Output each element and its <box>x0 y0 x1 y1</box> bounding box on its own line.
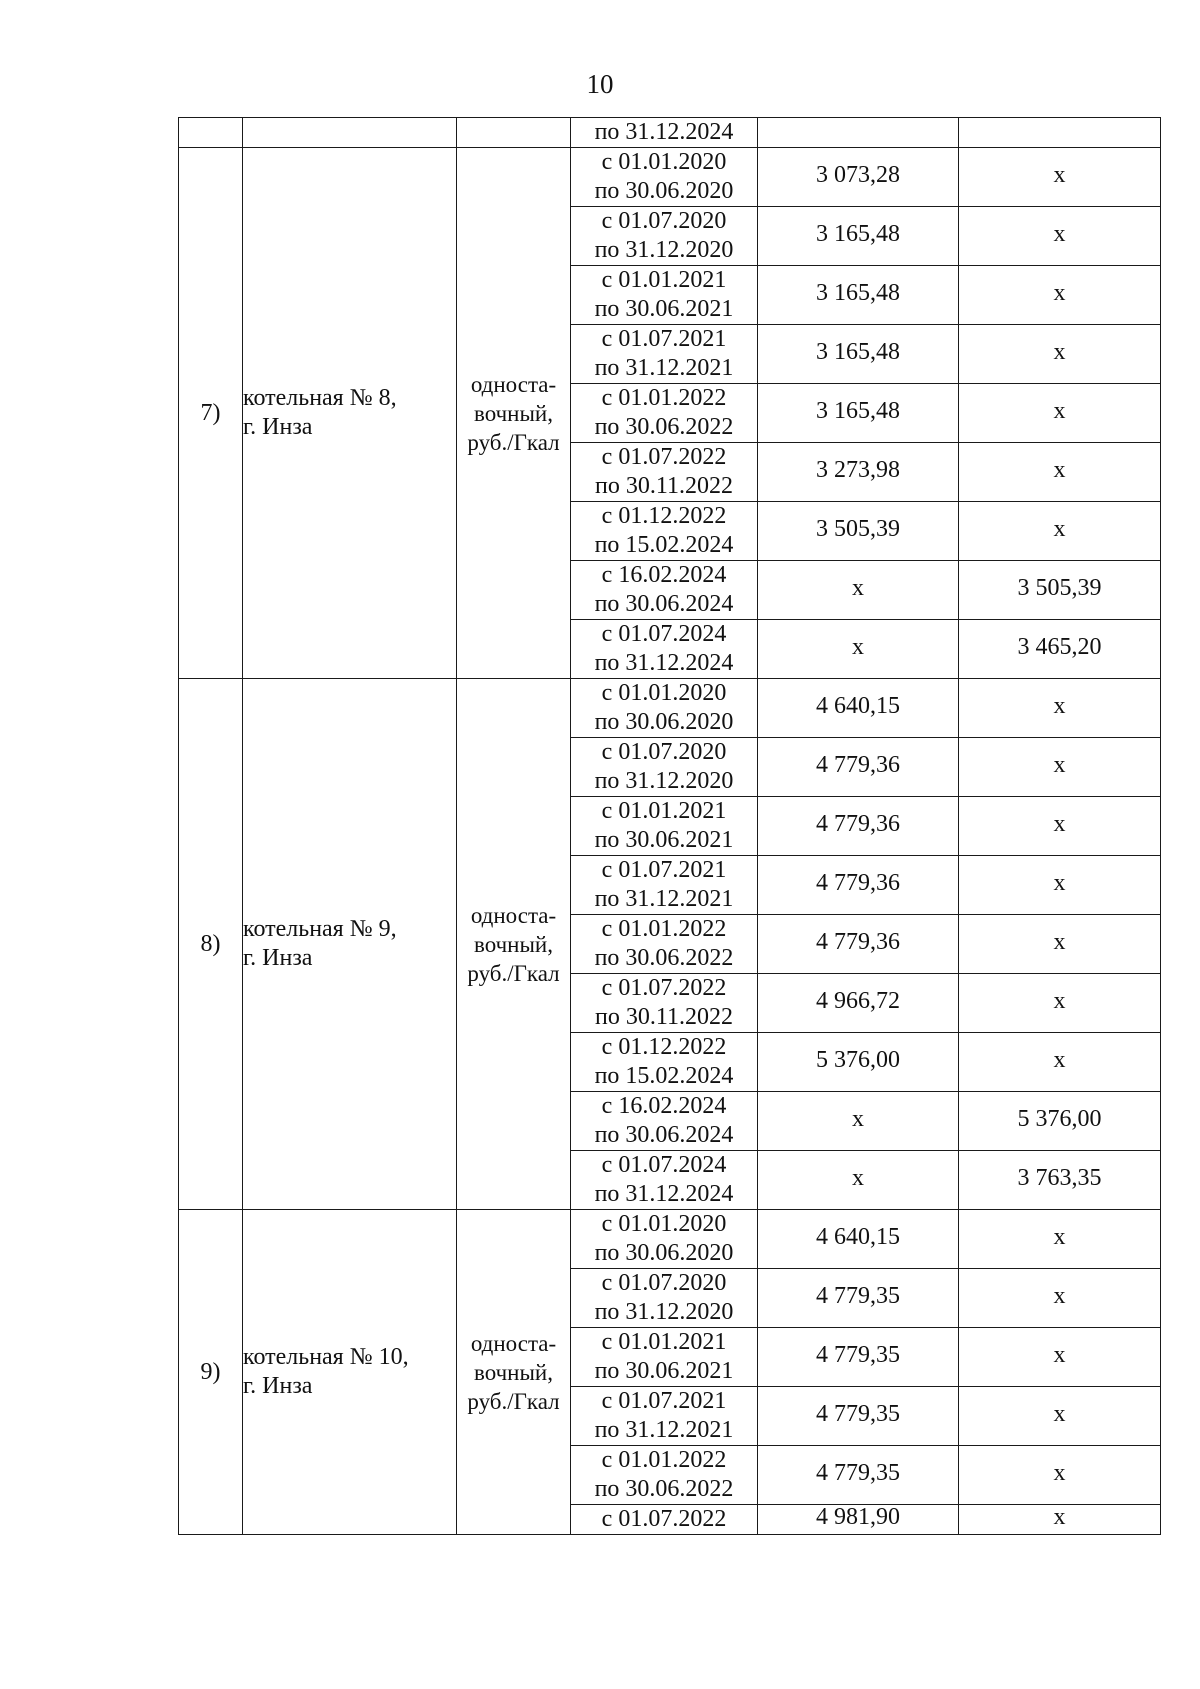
tariff-value-alt-cell <box>959 325 1161 384</box>
tariff-type-line: односта- <box>470 1330 557 1356</box>
period-cell <box>571 561 758 620</box>
tariff-value: х <box>852 633 864 660</box>
tariff-value: 3 165,48 <box>816 338 900 365</box>
tariff-type-line: руб./Гкал <box>467 960 560 986</box>
period-cell <box>571 1210 758 1269</box>
period-to: по 30.06.2024 <box>594 591 734 617</box>
tariff-value-alt-cell <box>959 118 1161 148</box>
boiler-name-line: котельная № 8, <box>243 385 397 411</box>
period-from: с 01.07.2024 <box>601 1152 727 1178</box>
tariff-value-alt-cell <box>959 915 1161 974</box>
tariff-value-alt: 5 376,00 <box>1017 1105 1102 1132</box>
period-to: по 30.06.2020 <box>594 1240 734 1266</box>
period-to: по 30.06.2020 <box>594 178 734 204</box>
page-number: 10 <box>586 69 614 99</box>
tariff-value-cell <box>758 207 959 266</box>
tariff-value-alt-cell <box>959 1151 1161 1210</box>
row-number-cell <box>179 1210 243 1535</box>
tariff-value-alt-cell <box>959 148 1161 207</box>
tariff-value-alt: х <box>1053 279 1066 306</box>
period-cell <box>571 974 758 1033</box>
period-to: по 30.06.2021 <box>594 296 734 322</box>
row-number: 9) <box>200 1358 221 1385</box>
period-cell <box>571 1092 758 1151</box>
period-to: по 31.12.2021 <box>594 1417 734 1443</box>
period-cell <box>571 856 758 915</box>
period-to: по 30.06.2022 <box>594 945 734 971</box>
boiler-name-cell <box>243 1210 457 1535</box>
tariff-type-line: вочный, <box>474 931 553 957</box>
tariff-value-alt: х <box>1053 220 1066 247</box>
tariff-value: 3 165,48 <box>816 220 900 247</box>
row-number-cell <box>179 118 243 148</box>
period-to: по 30.11.2022 <box>595 473 733 499</box>
period-cell <box>571 1387 758 1446</box>
tariff-value-alt: х <box>1053 869 1066 896</box>
period-from: с 01.07.2021 <box>601 326 727 352</box>
period-to: по 31.12.2024 <box>594 1181 734 1207</box>
tariff-value: 4 779,35 <box>816 1459 900 1486</box>
boiler-name-line: г. Инза <box>243 414 313 440</box>
boiler-name-line: котельная № 10, <box>243 1344 409 1370</box>
period-to: по 31.12.2020 <box>594 1299 734 1325</box>
period-cell <box>571 797 758 856</box>
tariff-value: 4 779,35 <box>816 1341 900 1368</box>
tariff-value-alt: х <box>1053 810 1066 837</box>
tariff-value-alt-cell <box>959 738 1161 797</box>
period-to: по 31.12.2021 <box>594 355 734 381</box>
period-from: с 01.01.2022 <box>601 916 727 942</box>
period-cell <box>571 738 758 797</box>
tariff-value: 5 376,00 <box>816 1046 900 1073</box>
tariff-type-cell <box>457 148 571 679</box>
tariff-value: 4 640,15 <box>816 1223 900 1250</box>
tariff-value-cell <box>758 1387 959 1446</box>
tariff-value-cell <box>758 797 959 856</box>
tariff-value-alt: х <box>1053 692 1066 719</box>
tariff-value-alt-cell <box>959 1092 1161 1151</box>
tariff-value-cell <box>758 1033 959 1092</box>
period-from: с 01.07.2021 <box>601 1388 727 1414</box>
tariff-value-cell <box>758 1446 959 1505</box>
tariff-value-alt-cell <box>959 620 1161 679</box>
tariff-type-line: односта- <box>470 371 557 397</box>
boiler-name-cell <box>243 118 457 148</box>
tariff-value: 4 779,35 <box>816 1282 900 1309</box>
table-row <box>179 118 1161 148</box>
tariff-type-line: вочный, <box>474 1359 553 1385</box>
period-cell <box>571 384 758 443</box>
tariff-value: 4 779,36 <box>816 928 900 955</box>
period-from: с 01.12.2022 <box>601 1034 727 1060</box>
tariff-value: 3 273,98 <box>816 456 900 483</box>
tariff-value-alt: х <box>1053 928 1066 955</box>
period-to: по 31.12.2024 <box>594 119 734 145</box>
tariff-value-cell <box>758 1328 959 1387</box>
row-number-cell <box>179 148 243 679</box>
tariff-value: 4 981,90 <box>816 1504 900 1530</box>
boiler-name-line: г. Инза <box>243 1373 313 1399</box>
period-from: с 01.07.2020 <box>601 208 727 234</box>
tariff-value-cell <box>758 1210 959 1269</box>
period-to: по 15.02.2024 <box>594 1063 734 1089</box>
period-cell <box>571 207 758 266</box>
tariff-value-alt: х <box>1053 751 1066 778</box>
tariff-table <box>178 117 1161 1535</box>
boiler-name-cell <box>243 148 457 679</box>
period-cell <box>571 620 758 679</box>
tariff-value-alt-cell <box>959 1446 1161 1505</box>
tariff-value-cell <box>758 738 959 797</box>
tariff-value: 4 779,36 <box>816 869 900 896</box>
period-cell <box>571 1446 758 1505</box>
tariff-value-alt: х <box>1053 397 1066 424</box>
tariff-value-alt: х <box>1053 1400 1066 1427</box>
tariff-value-cell <box>758 443 959 502</box>
period-to: по 30.06.2021 <box>594 827 734 853</box>
tariff-value-cell <box>758 1269 959 1328</box>
period-from: с 01.01.2020 <box>601 680 727 706</box>
tariff-value-cell <box>758 1151 959 1210</box>
row-number: 7) <box>200 399 221 426</box>
period-from: с 01.12.2022 <box>601 503 727 529</box>
table-row <box>179 148 1161 207</box>
tariff-value: х <box>852 1164 864 1191</box>
tariff-value-alt: х <box>1053 1282 1066 1309</box>
period-from: с 01.07.2022 <box>601 975 727 1001</box>
tariff-value-alt-cell <box>959 974 1161 1033</box>
tariff-value-cell <box>758 502 959 561</box>
period-to: по 30.06.2022 <box>594 414 734 440</box>
period-cell <box>571 148 758 207</box>
period-from: с 01.07.2022 <box>601 1506 727 1532</box>
period-from: с 01.01.2020 <box>601 149 727 175</box>
period-from: с 01.07.2022 <box>601 444 727 470</box>
tariff-value-alt: х <box>1053 1504 1066 1530</box>
tariff-value: 3 165,48 <box>816 397 900 424</box>
tariff-value-cell <box>758 118 959 148</box>
tariff-type-cell <box>457 118 571 148</box>
period-cell <box>571 118 758 148</box>
period-cell <box>571 325 758 384</box>
tariff-value-alt-cell <box>959 384 1161 443</box>
tariff-type-line: вочный, <box>474 400 553 426</box>
period-from: с 01.01.2021 <box>601 798 727 824</box>
period-to: по 30.06.2021 <box>594 1358 734 1384</box>
tariff-type-line: односта- <box>470 902 557 928</box>
period-cell <box>571 1269 758 1328</box>
table-row <box>179 679 1161 738</box>
tariff-value-alt-cell <box>959 443 1161 502</box>
tariff-value-alt-cell <box>959 561 1161 620</box>
period-from: с 16.02.2024 <box>601 1093 727 1119</box>
tariff-value: 4 779,35 <box>816 1400 900 1427</box>
period-from: с 01.01.2022 <box>601 1447 727 1473</box>
boiler-name-line: котельная № 9, <box>243 916 397 942</box>
period-to: по 31.12.2020 <box>594 768 734 794</box>
tariff-value-alt-cell <box>959 1387 1161 1446</box>
tariff-value-alt: х <box>1053 1459 1066 1486</box>
tariff-value-cell <box>758 384 959 443</box>
period-from: с 01.01.2022 <box>601 385 727 411</box>
tariff-type-cell <box>457 679 571 1210</box>
tariff-value-alt: х <box>1053 1046 1066 1073</box>
tariff-value-alt: х <box>1053 456 1066 483</box>
tariff-value-alt-cell <box>959 1269 1161 1328</box>
period-from: с 01.07.2024 <box>601 621 727 647</box>
tariff-value: 3 073,28 <box>816 161 900 188</box>
tariff-value-alt-cell <box>959 1505 1161 1535</box>
period-from: с 01.01.2021 <box>601 1329 727 1355</box>
period-from: с 01.01.2021 <box>601 267 727 293</box>
tariff-value: 4 779,36 <box>816 751 900 778</box>
period-cell <box>571 1151 758 1210</box>
period-cell <box>571 266 758 325</box>
period-to: по 30.06.2024 <box>594 1122 734 1148</box>
tariff-value-cell <box>758 1505 959 1535</box>
period-from: с 01.07.2020 <box>601 739 727 765</box>
table-row <box>179 1210 1161 1269</box>
tariff-value-alt: 3 763,35 <box>1017 1164 1102 1191</box>
tariff-value-cell <box>758 620 959 679</box>
boiler-name-cell <box>243 679 457 1210</box>
tariff-value-cell <box>758 856 959 915</box>
period-to: по 30.06.2020 <box>594 709 734 735</box>
tariff-type-line: руб./Гкал <box>467 429 560 455</box>
tariff-value-alt-cell <box>959 856 1161 915</box>
tariff-value: 4 966,72 <box>816 987 900 1014</box>
period-cell <box>571 679 758 738</box>
tariff-table-body <box>179 118 1161 1535</box>
tariff-value: 4 640,15 <box>816 692 900 719</box>
tariff-value-alt: 3 465,20 <box>1017 633 1102 660</box>
tariff-value-cell <box>758 266 959 325</box>
tariff-value: 3 165,48 <box>816 279 900 306</box>
row-number-cell <box>179 679 243 1210</box>
period-to: по 30.06.2022 <box>594 1476 734 1502</box>
tariff-value: 3 505,39 <box>816 515 900 542</box>
row-number: 8) <box>200 930 221 957</box>
tariff-value-cell <box>758 148 959 207</box>
tariff-value-cell <box>758 974 959 1033</box>
tariff-value-cell <box>758 679 959 738</box>
period-cell <box>571 915 758 974</box>
tariff-value-alt: х <box>1053 987 1066 1014</box>
tariff-value-alt-cell <box>959 207 1161 266</box>
tariff-value-alt: х <box>1053 515 1066 542</box>
tariff-value-alt: 3 505,39 <box>1017 574 1102 601</box>
tariff-value-alt: х <box>1053 1223 1066 1250</box>
tariff-type-cell <box>457 1210 571 1535</box>
tariff-value-alt-cell <box>959 1033 1161 1092</box>
tariff-value-alt-cell <box>959 266 1161 325</box>
period-cell <box>571 1328 758 1387</box>
boiler-name-line: г. Инза <box>243 945 313 971</box>
period-cell <box>571 1505 758 1535</box>
tariff-value: 4 779,36 <box>816 810 900 837</box>
period-cell <box>571 1033 758 1092</box>
tariff-value-alt-cell <box>959 1328 1161 1387</box>
period-to: по 30.11.2022 <box>595 1004 733 1030</box>
tariff-value-alt-cell <box>959 797 1161 856</box>
period-to: по 31.12.2021 <box>594 886 734 912</box>
period-from: с 16.02.2024 <box>601 562 727 588</box>
tariff-type-line: руб./Гкал <box>467 1388 560 1414</box>
period-from: с 01.07.2020 <box>601 1270 727 1296</box>
tariff-value: х <box>852 574 864 601</box>
period-cell <box>571 443 758 502</box>
tariff-value-cell <box>758 561 959 620</box>
tariff-value-alt: х <box>1053 161 1066 188</box>
period-to: по 15.02.2024 <box>594 532 734 558</box>
tariff-value-alt-cell <box>959 1210 1161 1269</box>
tariff-value-cell <box>758 915 959 974</box>
tariff-value: х <box>852 1105 864 1132</box>
tariff-value-alt: х <box>1053 1341 1066 1368</box>
period-to: по 31.12.2020 <box>594 237 734 263</box>
period-from: с 01.01.2020 <box>601 1211 727 1237</box>
period-cell <box>571 502 758 561</box>
tariff-value-alt-cell <box>959 679 1161 738</box>
tariff-value-alt: х <box>1053 338 1066 365</box>
tariff-value-cell <box>758 325 959 384</box>
tariff-value-cell <box>758 1092 959 1151</box>
tariff-value-alt-cell <box>959 502 1161 561</box>
period-to: по 31.12.2024 <box>594 650 734 676</box>
period-from: с 01.07.2021 <box>601 857 727 883</box>
